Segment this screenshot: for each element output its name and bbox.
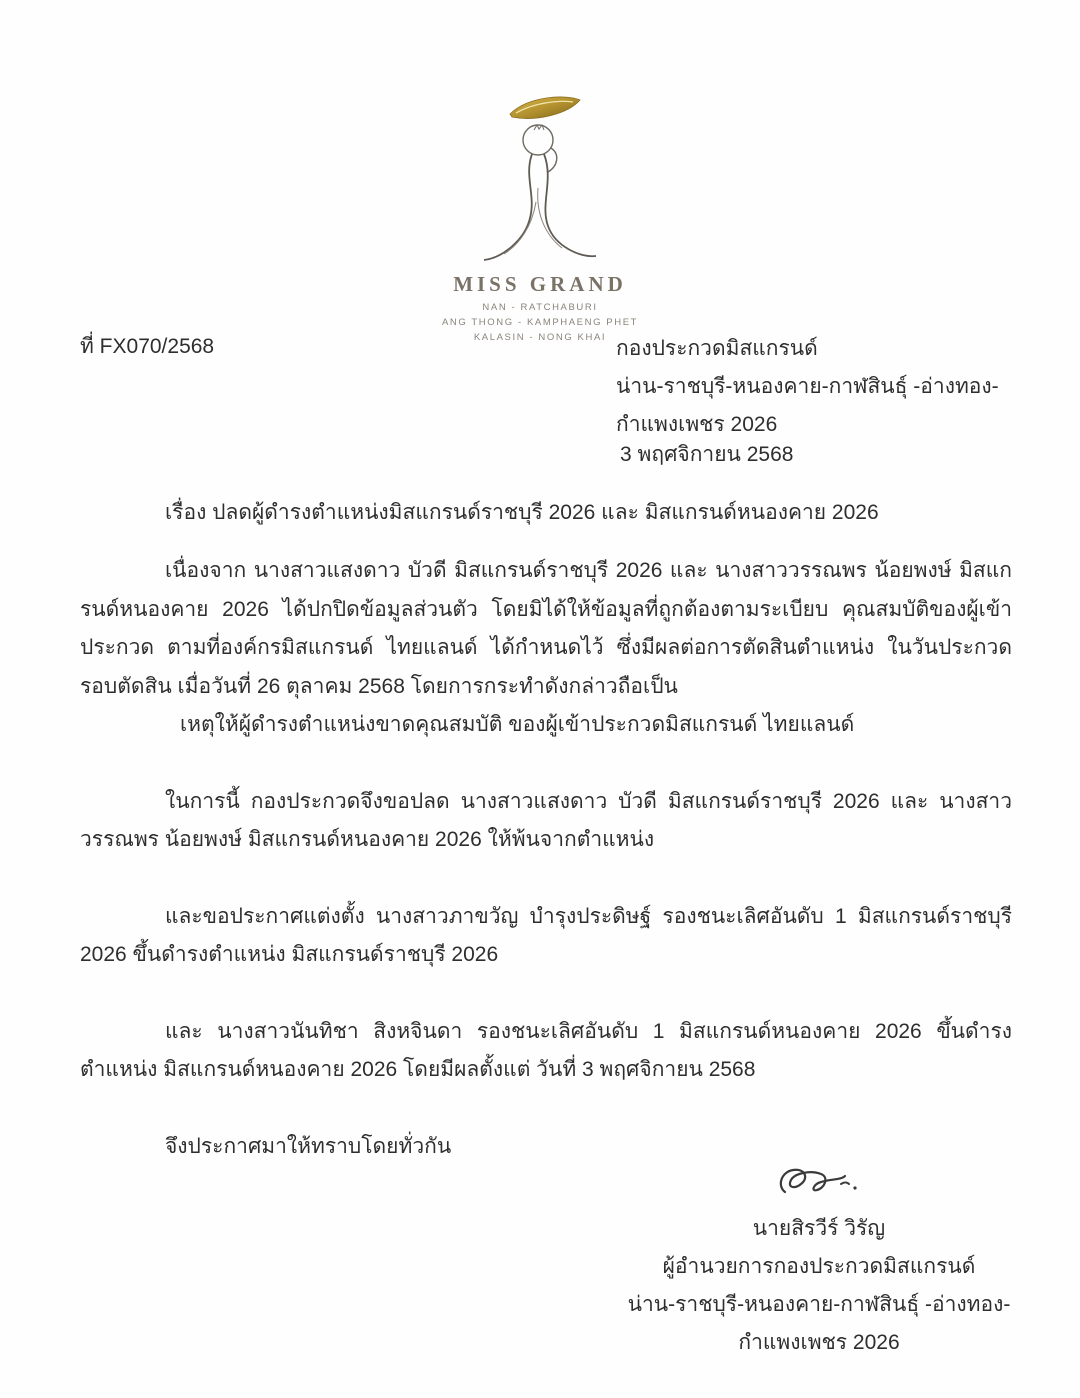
signature-block <box>612 1158 1026 1362</box>
signer-name: นายสิรวีร์ วิรัญ <box>752 1217 886 1240</box>
letter-body <box>80 552 1012 1166</box>
signer-title: ผู้อำนวยการกองประกวดมิสแกรนด์ <box>662 1255 976 1278</box>
subject-line: เรื่อง ปลดผู้ดำรงตำแหน่งมิสแกรนด์ราชบุรี 2026 และ มิสแกรนด์หนองคาย 2026 <box>165 501 879 524</box>
paragraph-4: และ นางสาวนันทิชา สิงหจินดา รองชนะเลิศอันดับ 1 มิสแกรนด์หนองคาย 2026 ขึ้นดำรงตำแหน่ง มิสแกรนด์หนองคาย 2026 โดยมีผลตั้งแต่ วันที่ 3 พฤศจิกายน 2568 <box>80 1019 1012 1081</box>
logo-title: MISS GRAND <box>453 272 627 296</box>
paragraph-1-continuation: เหตุให้ผู้ดำรงตำแหน่งขาดคุณสมบัติ ของผู้เข้าประกวดมิสแกรนด์ ไทยแลนด์ <box>180 713 855 736</box>
organization-block <box>616 330 1018 444</box>
logo-subtitle-line2: ANG THONG - KAMPHAENG PHET <box>441 317 639 328</box>
logo <box>0 92 1080 345</box>
paragraph-spacer <box>80 975 1012 1013</box>
paragraph-spacer <box>80 860 1012 898</box>
closing-line: จึงประกาศมาให้ทราบโดยทั่วกัน <box>165 1134 452 1158</box>
paragraph-3: และขอประกาศแต่งตั้ง นางสาวภาขวัญ บำรุงประดิษฐ์ รองชนะเลิศอันดับ 1 มิสแกรนด์ราชบุรี 2026 ขึ้นดำรงตำแหน่ง มิสแกรนด์ราชบุรี 2026 <box>80 904 1012 966</box>
reference-number: ที่ FX070/2568 <box>80 335 215 358</box>
letter-date: 3 พฤศจิกายน 2568 <box>620 443 794 466</box>
signer-organization: น่าน-ราชบุรี-หนองคาย-กาฬสินธุ์ -อ่างทอง-กำแพงเพชร 2026 <box>627 1293 1011 1354</box>
paragraph-2: ในการนี้ กองประกวดจึงขอปลด นางสาวแสงดาว บัวดี มิสแกรนด์ราชบุรี 2026 และ นางสาววรรณพร น้อยพงษ์ มิสแกรนด์หนองคาย 2026 ให้พ้นจากตำแหน่ง <box>80 789 1012 851</box>
paragraph-spacer <box>80 745 1012 783</box>
letterhead-row <box>80 330 1018 444</box>
handwritten-signature-icon <box>771 1158 867 1210</box>
paragraph-1: เนื่องจาก นางสาวแสงดาว บัวดี มิสแกรนด์ราชบุรี 2026 และ นางสาววรรณพร น้อยพงษ์ มิสแกรนด์หนองคาย 2026 ได้ปกปิดข้อมูลส่วนตัว โดยมิได้ให้ข้อมูลที่ถูกต้องตามระเบียบ คุณสมบัติของผู้เข้าประกวด ตามที่องค์กรมิสแกรนด์ ไทยแลนด์ ได้กำหนดไว้ ซึ่งมีผลต่อการตัดสินตำแหน่ง ในวันประกวดรอบตัดสิน เมื่อวันที่ 26 ตุลาคม 2568 โดยการกระทำดังกล่าวถือเป็น <box>80 559 1012 698</box>
organization-name: กองประกวดมิสแกรนด์ <box>616 337 818 360</box>
paragraph-spacer <box>80 1090 1012 1128</box>
logo-subtitle-line1: NAN - RATCHABURI <box>482 302 598 313</box>
organization-provinces: น่าน-ราชบุรี-หนองคาย-กาฬสินธุ์ -อ่างทอง-กำแพงเพชร 2026 <box>616 375 999 436</box>
logo-subtitle-line3: KALASIN - NONG KHAI <box>473 332 607 343</box>
miss-grand-figure-logo-icon <box>440 92 640 270</box>
